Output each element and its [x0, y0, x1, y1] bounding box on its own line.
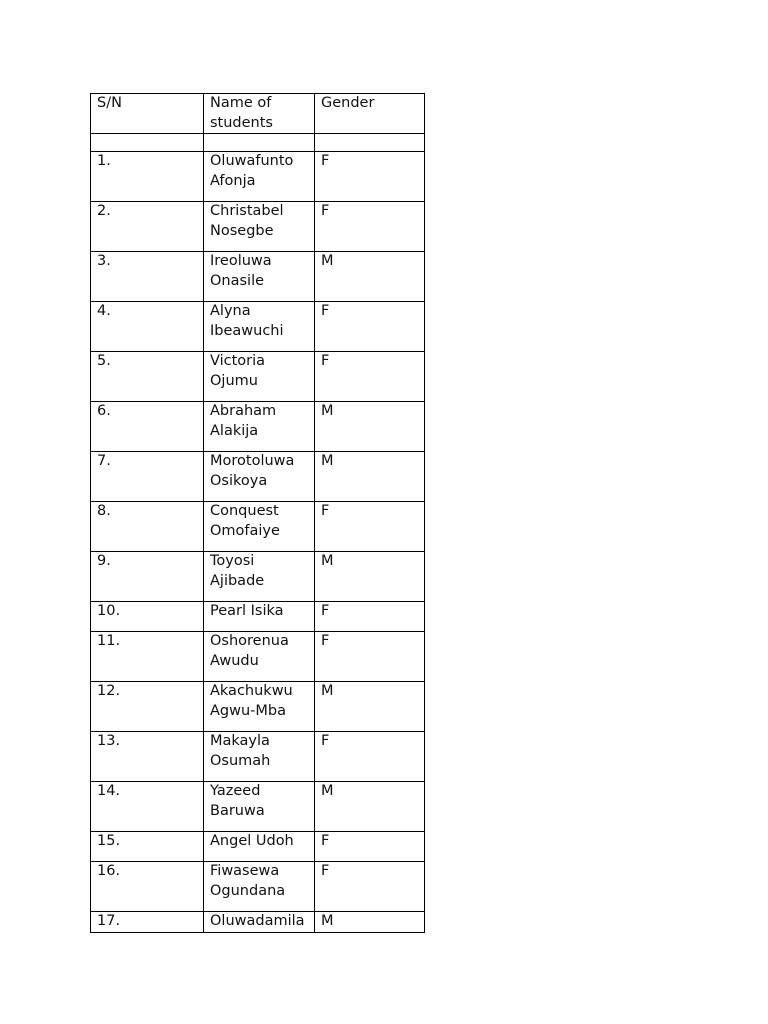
table-row: [91, 832, 425, 862]
student-gender: F: [315, 732, 425, 782]
header-gender: Gender: [315, 94, 425, 134]
student-name: Makayla Osumah: [204, 732, 315, 782]
student-name: Victoria Ojumu: [204, 352, 315, 402]
row-number: 13.: [91, 732, 204, 782]
row-number: 6.: [91, 402, 204, 452]
table-row: [91, 152, 425, 202]
student-gender: F: [315, 602, 425, 632]
student-name: Ireoluwa Onasile: [204, 252, 315, 302]
blank-cell: [204, 134, 315, 152]
table-row: [91, 632, 425, 682]
student-gender: F: [315, 632, 425, 682]
student-name: Akachukwu Agwu-Mba: [204, 682, 315, 732]
table-row: [91, 202, 425, 252]
student-name: Oshorenua Awudu: [204, 632, 315, 682]
row-number: 2.: [91, 202, 204, 252]
table-row: [91, 782, 425, 832]
header-name: Name of students: [204, 94, 315, 134]
row-number: 14.: [91, 782, 204, 832]
row-number: 16.: [91, 862, 204, 912]
student-gender: F: [315, 302, 425, 352]
student-name: Abraham Alakija: [204, 402, 315, 452]
student-name: Toyosi Ajibade: [204, 552, 315, 602]
row-number: 5.: [91, 352, 204, 402]
table-row: [91, 452, 425, 502]
student-name: Fiwasewa Ogundana: [204, 862, 315, 912]
row-number: 3.: [91, 252, 204, 302]
table-row: [91, 682, 425, 732]
table-row: [91, 732, 425, 782]
student-name: Oluwafunto Afonja: [204, 152, 315, 202]
student-name: Pearl Isika: [204, 602, 315, 632]
row-number: 4.: [91, 302, 204, 352]
row-number: 12.: [91, 682, 204, 732]
student-gender: M: [315, 402, 425, 452]
table-row: [91, 552, 425, 602]
student-name: Christabel Nosegbe: [204, 202, 315, 252]
table-blank-row: [91, 134, 425, 152]
student-gender: F: [315, 152, 425, 202]
row-number: 15.: [91, 832, 204, 862]
row-number: 10.: [91, 602, 204, 632]
students-table: [90, 93, 425, 933]
student-gender: M: [315, 452, 425, 502]
blank-cell: [315, 134, 425, 152]
student-name: Yazeed Baruwa: [204, 782, 315, 832]
student-gender: F: [315, 502, 425, 552]
student-name: Oluwadamila: [204, 912, 315, 933]
student-name: Morotoluwa Osikoya: [204, 452, 315, 502]
table-header-row: [91, 94, 425, 134]
student-name: Alyna Ibeawuchi: [204, 302, 315, 352]
student-gender: F: [315, 862, 425, 912]
header-sn: S/N: [91, 94, 204, 134]
table-row: [91, 352, 425, 402]
student-gender: M: [315, 782, 425, 832]
student-name: Conquest Omofaiye: [204, 502, 315, 552]
row-number: 17.: [91, 912, 204, 933]
student-gender: M: [315, 252, 425, 302]
table-row: [91, 862, 425, 912]
table-row: [91, 502, 425, 552]
student-gender: M: [315, 552, 425, 602]
student-gender: F: [315, 832, 425, 862]
student-name: Angel Udoh: [204, 832, 315, 862]
student-gender: M: [315, 912, 425, 933]
row-number: 1.: [91, 152, 204, 202]
table-row: [91, 402, 425, 452]
blank-cell: [91, 134, 204, 152]
student-gender: M: [315, 682, 425, 732]
row-number: 11.: [91, 632, 204, 682]
table-row: [91, 602, 425, 632]
row-number: 9.: [91, 552, 204, 602]
row-number: 7.: [91, 452, 204, 502]
student-gender: F: [315, 352, 425, 402]
table-row: [91, 252, 425, 302]
row-number: 8.: [91, 502, 204, 552]
student-gender: F: [315, 202, 425, 252]
table-row: [91, 302, 425, 352]
table-row: [91, 912, 425, 933]
